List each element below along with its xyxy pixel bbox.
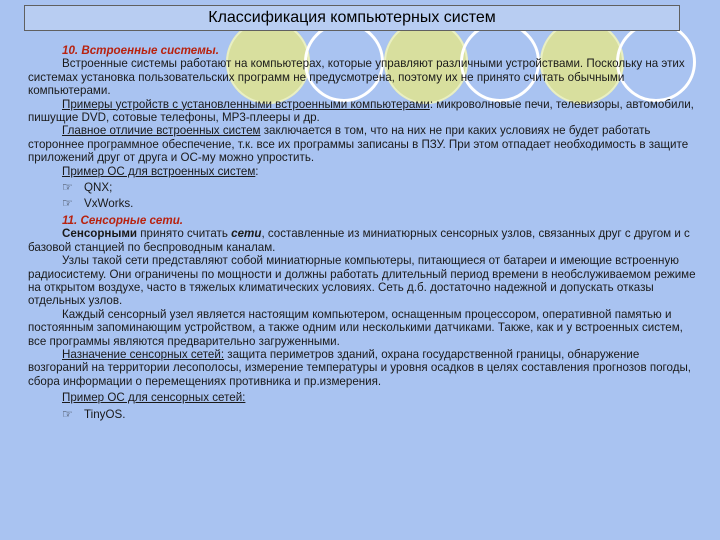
- section-11-paragraph-2: Узлы такой сети представляют собой миниатюрные компьютеры, питающиеся от батареи и имеющие встроенную радиосистему. Они ограничены по мощности и должны работать длительный период времени в необслуживаемом режиме на открытом воздухе, часто в тяжелых климатических условиях. Сеть д.б. достаточно надежной и допускать отказы отдельных узлов.: [28, 254, 696, 308]
- sensor-term: Сенсорными: [62, 227, 138, 241]
- section-10-paragraph-2: [28, 98, 696, 125]
- section-11-heading: 11. Сенсорные сети.: [62, 213, 183, 227]
- list-item-text: TinyOS.: [84, 407, 126, 421]
- list-item-vxworks: [28, 197, 696, 210]
- list-item-tinyos: [28, 408, 696, 421]
- main-difference-link: Главное отличие встроенных систем: [62, 124, 261, 138]
- section-11-paragraph-4: [28, 348, 696, 388]
- section-10-paragraph-3: [28, 124, 696, 164]
- slide-title: Классификация компьютерных систем: [24, 5, 680, 31]
- seti-term: сети: [231, 227, 262, 241]
- list-item-text: QNX;: [84, 181, 113, 195]
- examples-text: : микроволновые печи, телевизоры, автомобили, пишущие DVD, сотовые телефоны, MP3-плееры и др.: [28, 97, 694, 125]
- section-10-os-label: [28, 165, 696, 178]
- pointing-hand-icon: ☞: [62, 180, 73, 195]
- section-11-paragraph-1: [28, 227, 696, 254]
- pointing-hand-icon: ☞: [62, 196, 73, 211]
- os-label-sensor: Пример ОС для сенсорных сетей:: [62, 391, 246, 405]
- examples-link: Примеры устройств с установленными встроенными компьютерами: [62, 97, 430, 111]
- list-item-qnx: [28, 181, 696, 194]
- pointing-hand-icon: ☞: [62, 406, 73, 421]
- sensor-text-mid: принято считать: [137, 227, 232, 241]
- slide-content: [28, 44, 696, 424]
- main-difference-text: заключается в том, что на них не при каких условиях не будет работать стороннее программное обеспечение, т.к. все их программы записаны в ПЗУ. При этом отпадает необходимость в защите приложений друг от друга и ОС-му можно упростить.: [28, 124, 689, 165]
- purpose-link: Назначение сенсорных сетей:: [62, 347, 225, 361]
- sensor-text-rest: , составленные из миниатюрных сенсорных узлов, связанных друг с другом и с базовой станцией по беспроводным каналам.: [28, 227, 690, 254]
- section-10-paragraph-1: Встроенные системы работают на компьютерах, которые управляют различными устройствами. Поскольку на этих системах установка пользовательских программ не предусмотрена, поэтому их не принято считать обычными компьютерами.: [28, 57, 685, 98]
- section-11-paragraph-3: Каждый сенсорный узел является настоящим компьютером, оснащенным процессором, оперативной памятью и постоянным запоминающим устройством, а также одним или несколькими датчиками. Также, как и у встроенных систем, все программы являются предварительно загруженными.: [28, 307, 683, 348]
- os-label-colon: :: [255, 164, 259, 178]
- section-10-heading: 10. Встроенные системы.: [62, 44, 219, 57]
- section-11-os-label: [28, 391, 696, 404]
- os-label-embedded: Пример ОС для встроенных систем: [62, 164, 256, 178]
- purpose-text: защита периметров зданий, охрана государственной границы, обнаружение возгораний на территории лесополосы, измерение температуры и уровня осадков в целях составления прогнозов погоды, сбора информации о перемещениях противника и пр.измерения.: [28, 347, 692, 388]
- list-item-text: VxWorks.: [84, 197, 134, 211]
